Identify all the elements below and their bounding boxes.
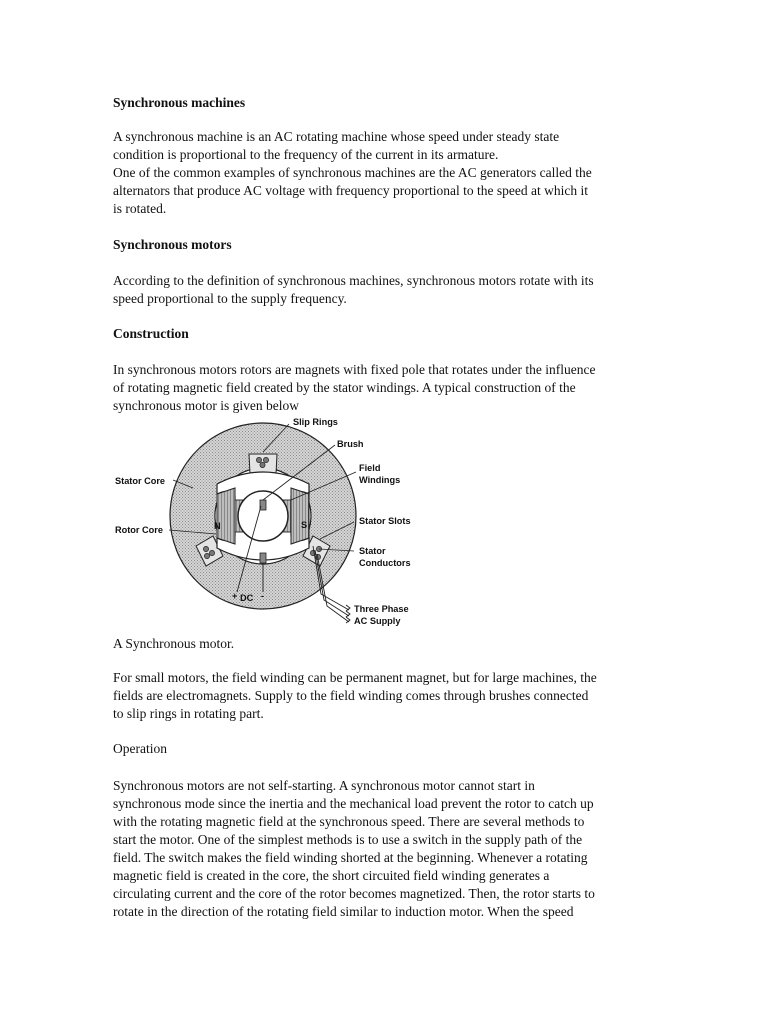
operation-heading: Operation <box>113 741 167 756</box>
text-line: to slip rings in rotating part. <box>113 706 264 721</box>
text-line: For small motors, the field winding can be permanent magnet, but for large machines, the <box>113 670 597 685</box>
dc-label: DC <box>240 593 254 603</box>
document-title: Synchronous machines <box>113 95 246 110</box>
text-line: synchronous motor is given below <box>113 398 299 413</box>
text-line: rotate in the direction of the rotating field similar to induction motor. When the speed <box>113 904 574 919</box>
dc-plus-label: + <box>232 591 238 601</box>
text-line: speed proportional to the supply frequency. <box>113 291 347 306</box>
field-windings-label-2: Windings <box>359 475 401 485</box>
text-line: of rotating magnetic field created by the stator windings. A typical construction of the <box>113 380 576 395</box>
pole-s-label: S <box>301 520 308 530</box>
text-line: with the rotating magnetic field at the synchronous speed. There are several methods to <box>113 814 585 829</box>
text-line: magnetic field is created in the core, the short circuited field winding generates a <box>113 868 550 883</box>
field-paragraph <box>113 669 658 723</box>
stator-conductors-label-2: Conductors <box>359 558 411 568</box>
text-line: synchronous mode since the inertia and the mechanical load prevent the rotor to catch up <box>113 796 594 811</box>
three-phase-label: Three Phase <box>354 604 409 614</box>
motors-paragraph <box>113 272 658 308</box>
synchronous-motors-heading: Synchronous motors <box>113 237 232 252</box>
text-line: According to the definition of synchronous machines, synchronous motors rotate with its <box>113 273 594 288</box>
text-line: is rotated. <box>113 201 167 216</box>
rotor-core-label: Rotor Core <box>115 525 163 535</box>
ac-supply-label: AC Supply <box>354 616 401 626</box>
text-line: field. The switch makes the field winding shorted at the beginning. Whenever a rotating <box>113 850 588 865</box>
text-line: fields are electromagnets. Supply to the field winding comes through brushes connected <box>113 688 589 703</box>
text-line: One of the common examples of synchronous machines are the AC generators called the <box>113 165 592 180</box>
brush-label: Brush <box>337 439 364 449</box>
text-line: alternators that produce AC voltage with frequency proportional to the speed at which it <box>113 183 588 198</box>
text-line: start the motor. One of the simplest methods is to use a switch in the supply path of the <box>113 832 583 847</box>
synchronous-motor-diagram <box>113 416 418 632</box>
figure-caption: A Synchronous motor. <box>113 636 235 651</box>
operation-paragraph <box>113 777 658 921</box>
stator-core-label: Stator Core <box>115 476 166 486</box>
text-line: In synchronous motors rotors are magnets with fixed pole that rotates under the influence <box>113 362 596 377</box>
stator-conductors-label: Stator <box>359 546 386 556</box>
construction-heading: Construction <box>113 326 189 341</box>
text-line: Synchronous motors are not self-starting. A synchronous motor cannot start in <box>113 778 535 793</box>
text-line: condition is proportional to the frequency of the current in its armature. <box>113 147 499 162</box>
dc-minus-label: - <box>261 591 265 601</box>
slip-ring-shape <box>238 491 288 541</box>
intro-paragraph <box>113 128 658 218</box>
pole-n-label: N <box>214 521 221 531</box>
slip-rings-label: Slip Rings <box>293 417 338 427</box>
construction-paragraph <box>113 361 658 415</box>
stator-slots-label: Stator Slots <box>359 516 411 526</box>
text-line: A synchronous machine is an AC rotating machine whose speed under steady state <box>113 129 560 144</box>
field-windings-label: Field <box>359 463 381 473</box>
text-line: circulating current and the core of the rotor becomes magnetized. Then, the rotor starts to <box>113 886 595 901</box>
